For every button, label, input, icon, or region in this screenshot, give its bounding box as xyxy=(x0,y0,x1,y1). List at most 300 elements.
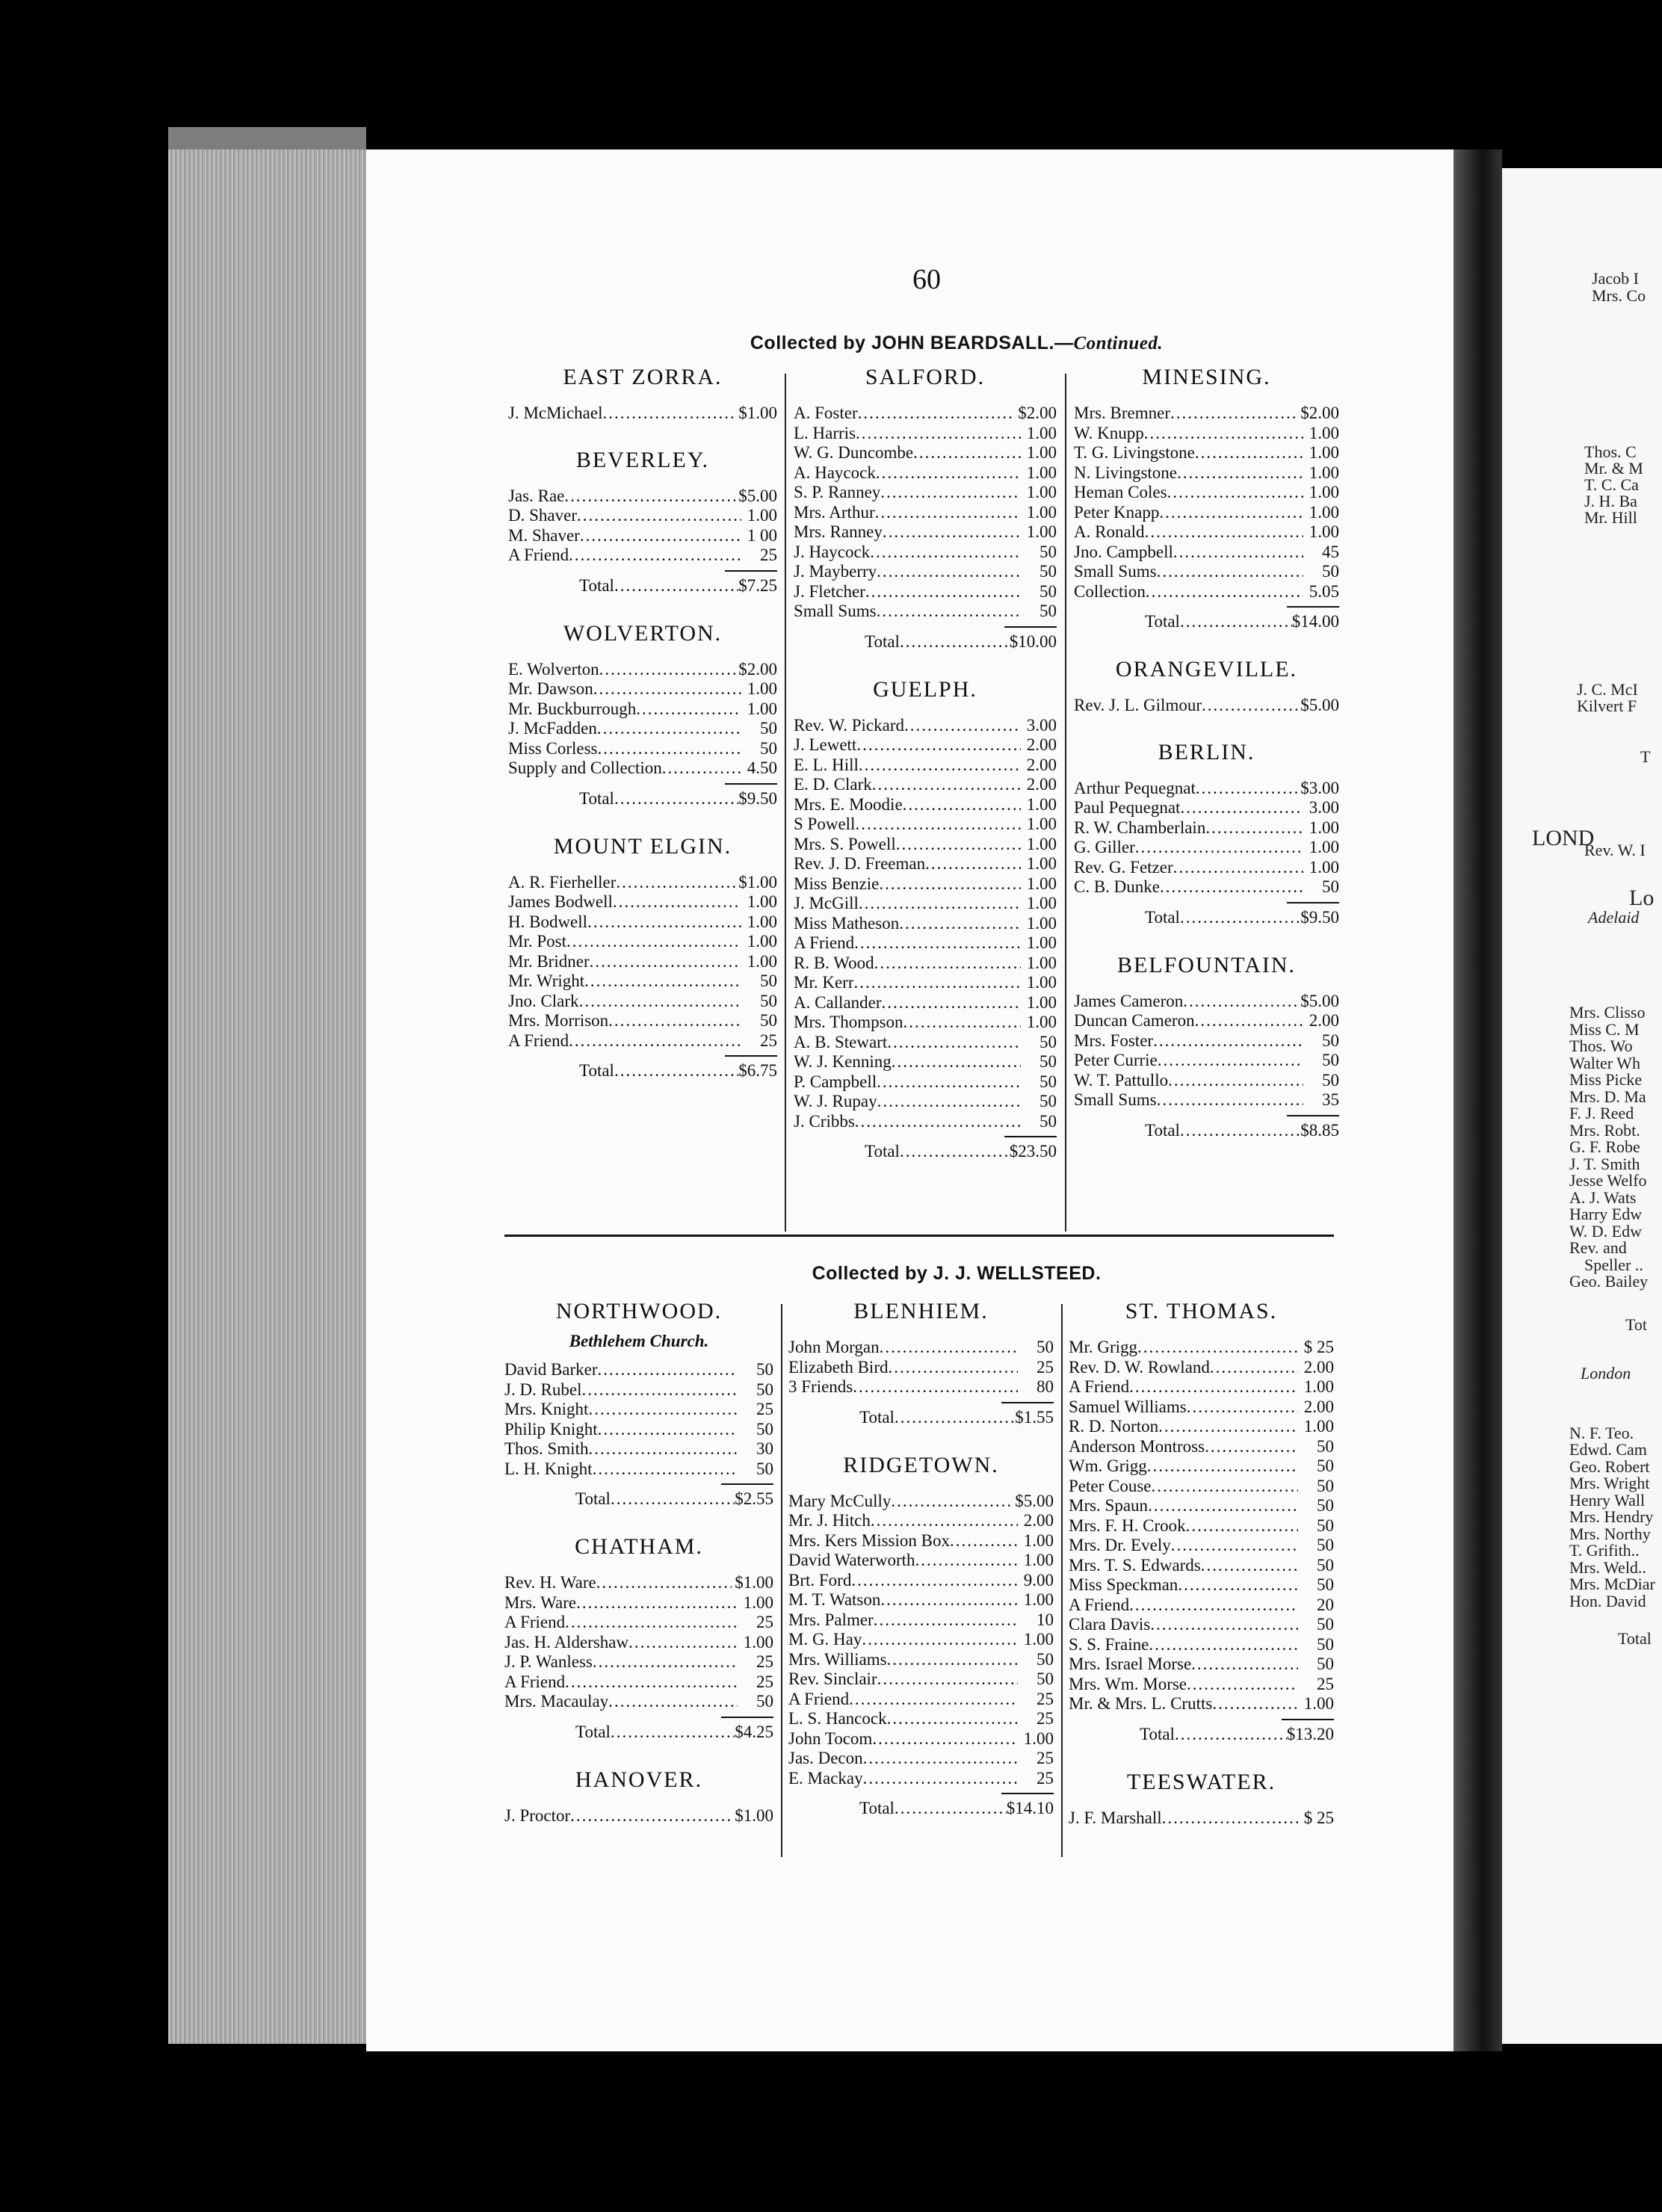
contributor-name: Rev. J. D. Freeman xyxy=(794,854,926,873)
dot-leader xyxy=(1201,1556,1298,1576)
dot-leader xyxy=(614,788,738,810)
contribution-amount: 1.00 xyxy=(1026,443,1057,462)
contribution-row xyxy=(508,404,777,424)
total-amount: $1.55 xyxy=(1015,1407,1054,1427)
contribution-amount: 50 xyxy=(760,971,777,990)
dot-leader xyxy=(614,575,738,597)
section-heading: BLENHIEM. xyxy=(853,1299,989,1323)
contributor-name: Clara Davis xyxy=(1069,1615,1151,1634)
contribution-row xyxy=(1069,1437,1334,1457)
contribution-row xyxy=(1074,877,1339,898)
contribution-row xyxy=(1074,1031,1339,1051)
column-rule xyxy=(1061,1304,1063,1857)
fragment-text: F. J. Reed xyxy=(1569,1104,1634,1122)
section-heading: EAST ZORRA. xyxy=(563,365,723,389)
contributor-name: Mrs. Macaulay xyxy=(504,1692,609,1711)
dot-leader xyxy=(904,716,1021,736)
dot-leader xyxy=(1159,503,1303,523)
dot-leader xyxy=(1187,1675,1298,1695)
contribution-amount: 2.00 xyxy=(1026,755,1057,774)
contributor-name: Mrs. Spaun xyxy=(1069,1496,1149,1515)
contribution-amount: 50 xyxy=(756,1692,773,1711)
fragment-text: Walter Wh xyxy=(1569,1054,1640,1072)
section-east-zorra xyxy=(508,365,777,424)
dot-leader xyxy=(1150,1615,1298,1635)
contribution-row xyxy=(794,562,1057,582)
dot-leader xyxy=(587,912,741,933)
dot-leader xyxy=(580,526,741,546)
fragment-text: Jesse Welfo xyxy=(1569,1171,1647,1190)
fragment-text: Mrs. Weld.. xyxy=(1569,1558,1646,1577)
contribution-amount: 1.00 xyxy=(1026,1013,1057,1031)
collector-banner-wellsteed xyxy=(658,1263,1255,1285)
fragment-text: J. T. Smith xyxy=(1569,1155,1640,1173)
contribution-amount: 1.00 xyxy=(1026,522,1057,541)
contribution-row xyxy=(1069,1615,1334,1635)
dot-leader xyxy=(876,463,1021,484)
contribution-amount: 50 xyxy=(756,1459,773,1478)
dot-leader xyxy=(1129,1595,1298,1616)
collector-banner-beardsall xyxy=(658,333,1255,354)
contributor-name: Miss Matheson xyxy=(794,913,900,933)
fragment-text: Speller .. xyxy=(1584,1255,1643,1274)
fragment-text: Rev. and xyxy=(1569,1238,1627,1257)
contribution-row xyxy=(794,775,1057,795)
section-heading: BEVERLEY. xyxy=(575,447,710,472)
contributor-name: Miss Speckman xyxy=(1069,1575,1178,1594)
section-subheading: Bethlehem Church. xyxy=(569,1332,709,1350)
total-rule xyxy=(1287,902,1339,903)
fragment-text: Total xyxy=(1618,1629,1652,1648)
contribution-row xyxy=(794,443,1057,463)
contributor-name: Mrs. Israel Morse xyxy=(1069,1655,1192,1673)
dot-leader xyxy=(854,933,1021,954)
contribution-amount: $5.00 xyxy=(1300,696,1339,714)
dot-leader xyxy=(863,1749,1018,1769)
total-amount: $14.10 xyxy=(1006,1799,1054,1817)
contribution-amount: 50 xyxy=(1317,1536,1334,1554)
dot-leader xyxy=(1152,1477,1298,1497)
dot-leader xyxy=(1180,798,1303,818)
contribution-row xyxy=(1069,1635,1334,1655)
contributor-name: Mr. Buckburrough xyxy=(508,699,637,718)
contribution-row xyxy=(788,1358,1054,1378)
dot-leader xyxy=(863,1769,1018,1789)
contributor-name: J. Fletcher xyxy=(794,581,865,601)
contributor-name: Supply and Collection xyxy=(508,759,662,777)
dot-leader xyxy=(851,1571,1018,1591)
dot-leader xyxy=(856,735,1021,756)
dot-leader xyxy=(1210,1358,1298,1378)
contributor-name: E. Wolverton xyxy=(508,659,599,679)
contribution-amount: 1.00 xyxy=(1026,894,1057,912)
contribution-row xyxy=(794,483,1057,503)
contribution-amount: 50 xyxy=(1317,1634,1334,1654)
contributor-name: Peter Currie xyxy=(1074,1051,1158,1069)
contributor-name: A. B. Stewart xyxy=(794,1032,888,1051)
contribution-amount: 1.00 xyxy=(1026,463,1057,482)
dot-leader xyxy=(903,795,1021,815)
contribution-amount: 1.00 xyxy=(1303,1694,1334,1713)
total-row xyxy=(794,1140,1057,1163)
contribution-amount: 3.00 xyxy=(1309,798,1339,817)
contribution-row xyxy=(1074,424,1339,444)
contribution-amount: 1 00 xyxy=(747,525,777,545)
contribution-amount: 50 xyxy=(1317,1575,1334,1594)
dot-leader xyxy=(874,954,1021,974)
contribution-row xyxy=(1069,1477,1334,1497)
dot-leader xyxy=(1212,1694,1298,1714)
contribution-row xyxy=(504,1593,773,1613)
contribution-amount: 1.00 xyxy=(1023,1590,1054,1609)
dot-leader xyxy=(880,1590,1018,1610)
dot-leader xyxy=(1180,906,1300,929)
fragment-text: Geo. Robert xyxy=(1569,1457,1650,1476)
contribution-row xyxy=(794,756,1057,776)
total-amount: $23.50 xyxy=(1009,1142,1057,1161)
contribution-row xyxy=(508,719,777,739)
dot-leader xyxy=(1173,543,1303,563)
contributor-name: James Cameron xyxy=(1074,991,1184,1010)
contributor-name: Rev. W. Pickard xyxy=(794,715,904,735)
total-amount: $9.50 xyxy=(1300,907,1339,927)
contributor-name: A Friend xyxy=(794,933,855,952)
contribution-row xyxy=(1074,798,1339,818)
section-wolverton xyxy=(508,621,777,810)
contribution-row xyxy=(1074,503,1339,523)
contribution-amount: 50 xyxy=(1039,1092,1057,1110)
contribution-amount: 80 xyxy=(1037,1377,1054,1396)
contribution-row xyxy=(794,854,1057,874)
contribution-amount: 50 xyxy=(1317,1615,1334,1634)
contribution-row xyxy=(1069,1536,1334,1556)
contribution-amount: 25 xyxy=(1037,1749,1054,1767)
total-label: Total xyxy=(579,788,614,808)
section-heading: MINESING. xyxy=(1142,365,1271,389)
dot-leader xyxy=(628,1633,738,1653)
contribution-amount: $3.00 xyxy=(1300,778,1339,797)
contribution-row xyxy=(788,1769,1054,1789)
contribution-row xyxy=(508,912,777,933)
contribution-amount: 25 xyxy=(760,1031,777,1050)
contribution-row xyxy=(1074,522,1339,543)
contributor-name: M. Shaver xyxy=(508,525,580,545)
dot-leader xyxy=(582,1380,738,1400)
contributor-name: J. Haycock xyxy=(794,542,871,561)
dot-leader xyxy=(874,1610,1018,1631)
contributor-name: S. S. Fraine xyxy=(1069,1634,1149,1654)
contributor-name: L. H. Knight xyxy=(504,1459,593,1478)
dot-leader xyxy=(891,1492,1012,1512)
section-teeswater xyxy=(1069,1770,1334,1829)
contribution-row xyxy=(794,716,1057,736)
contributor-name: R. B. Wood xyxy=(794,953,874,972)
contribution-amount: 1.00 xyxy=(1026,502,1057,522)
total-label: Total xyxy=(865,631,900,651)
contributor-name: Small Sums xyxy=(1074,562,1157,581)
contribution-amount: 50 xyxy=(1039,1032,1057,1051)
total-amount: $13.20 xyxy=(1286,1724,1334,1743)
contribution-row xyxy=(788,1690,1054,1710)
dot-leader xyxy=(913,443,1021,463)
fragment-text: Tot xyxy=(1625,1315,1648,1334)
contributor-name: Samuel Williams xyxy=(1069,1397,1187,1416)
fragment-text: Edwd. Cam xyxy=(1569,1440,1647,1459)
total-row xyxy=(794,631,1057,653)
dot-leader xyxy=(1153,1031,1303,1051)
contribution-amount: 50 xyxy=(760,719,777,738)
contribution-row xyxy=(1069,1655,1334,1675)
contributor-name: Mrs. Wm. Morse xyxy=(1069,1674,1187,1693)
dot-leader xyxy=(577,506,741,526)
contribution-amount: $5.00 xyxy=(1300,991,1339,1010)
dot-leader xyxy=(1195,443,1303,463)
fragment-text: Mrs. Wright xyxy=(1569,1474,1650,1492)
contributor-name: Mrs. F. H. Crook xyxy=(1069,1516,1186,1535)
section-st-thomas xyxy=(1069,1299,1334,1746)
dot-leader xyxy=(1175,1723,1287,1746)
contribution-amount: 50 xyxy=(1039,562,1057,581)
contributor-name: C. B. Dunke xyxy=(1074,877,1160,896)
contribution-row xyxy=(1074,562,1339,582)
total-label: Total xyxy=(1145,907,1180,927)
dot-leader xyxy=(862,1630,1018,1650)
contribution-row xyxy=(1074,582,1339,602)
contribution-amount: 1.00 xyxy=(747,506,777,525)
contribution-amount: 50 xyxy=(1322,562,1339,581)
contribution-row xyxy=(788,1492,1054,1512)
dot-leader xyxy=(900,1140,1010,1163)
contribution-row xyxy=(1074,1090,1339,1110)
contribution-amount: 50 xyxy=(1317,1436,1334,1456)
contribution-row xyxy=(794,404,1057,424)
contributor-name: A. R. Fierheller xyxy=(508,872,617,892)
column-rule xyxy=(1065,374,1066,1232)
contributor-name: Peter Knapp xyxy=(1074,502,1160,522)
total-row xyxy=(788,1797,1054,1820)
column-blenhiem xyxy=(788,1299,1054,1844)
dot-leader xyxy=(872,775,1021,795)
section-heading: BELFOUNTAIN. xyxy=(1116,952,1297,977)
contributor-name: Jas. Rae xyxy=(508,486,565,505)
contribution-row xyxy=(788,1630,1054,1650)
contributor-name: H. Bodwell xyxy=(508,912,588,931)
contribution-row xyxy=(794,973,1057,993)
contributor-name: E. L. Hill xyxy=(794,755,859,774)
contribution-amount: 2.00 xyxy=(1309,1011,1339,1030)
contribution-amount: 1.00 xyxy=(743,1632,773,1652)
contribution-row xyxy=(794,795,1057,815)
contributor-name: Mrs. Palmer xyxy=(788,1610,874,1629)
dot-leader xyxy=(1145,522,1303,543)
total-label: Total xyxy=(575,1722,611,1741)
total-rule xyxy=(725,1055,777,1057)
dot-leader xyxy=(892,1052,1021,1072)
dot-leader xyxy=(611,1488,735,1510)
dot-leader xyxy=(880,1338,1018,1358)
contribution-amount: 20 xyxy=(1317,1595,1334,1614)
contribution-amount: 45 xyxy=(1322,542,1339,561)
contribution-row xyxy=(504,1360,773,1380)
dot-leader xyxy=(565,1672,738,1693)
contributor-name: John Tocom xyxy=(788,1728,873,1748)
contributor-name: A Friend xyxy=(788,1689,850,1708)
contributor-name: Mr. Wright xyxy=(508,971,585,990)
fragment-text: Kilvert F xyxy=(1577,696,1637,715)
contributor-name: Mrs. Arthur xyxy=(794,502,875,522)
contributor-name: Brt. Ford xyxy=(788,1570,852,1590)
dot-leader xyxy=(887,1033,1021,1053)
contribution-amount: 1.00 xyxy=(1026,423,1057,442)
contribution-row xyxy=(1069,1456,1334,1477)
contribution-amount: 50 xyxy=(1039,581,1057,601)
contribution-row xyxy=(788,1571,1054,1591)
section-heading: RIDGETOWN. xyxy=(843,1452,999,1477)
fragment-text: Mrs. Northy xyxy=(1569,1524,1651,1543)
contribution-row xyxy=(794,815,1057,835)
dot-leader xyxy=(1157,1090,1303,1110)
dot-leader xyxy=(599,660,736,680)
contributor-name: A. Haycock xyxy=(794,463,876,482)
contribution-amount: 50 xyxy=(1039,542,1057,561)
contribution-row xyxy=(794,933,1057,954)
contribution-amount: 50 xyxy=(1037,1649,1054,1669)
dot-leader xyxy=(849,1690,1018,1710)
contribution-amount: 25 xyxy=(756,1613,773,1631)
contribution-row xyxy=(794,503,1057,523)
contributor-name: Mrs. Ranney xyxy=(794,522,883,541)
dot-leader xyxy=(564,486,735,507)
total-label: Total xyxy=(1145,612,1180,631)
section-heading: MOUNT ELGIN. xyxy=(553,833,732,859)
contribution-row xyxy=(1069,1808,1334,1829)
fragment-text: T. Grifith.. xyxy=(1569,1541,1640,1560)
contributor-name: J. P. Wanless xyxy=(504,1652,593,1671)
total-row xyxy=(788,1406,1054,1429)
fragment-text: Harry Edw xyxy=(1569,1205,1643,1223)
contribution-row xyxy=(1069,1516,1334,1536)
fragment-text: A. J. Wats xyxy=(1569,1188,1637,1207)
contribution-row xyxy=(1074,443,1339,463)
section-heading: CHATHAM. xyxy=(575,1534,703,1559)
contributor-name: Miss Corless xyxy=(508,738,598,758)
total-amount: $2.55 xyxy=(735,1489,773,1508)
dot-leader xyxy=(853,973,1021,993)
total-amount: $4.25 xyxy=(735,1722,773,1741)
total-label: Total xyxy=(1145,1120,1180,1140)
contribution-amount: 1.00 xyxy=(1026,953,1057,972)
contributor-name: J. Proctor xyxy=(504,1805,571,1825)
contribution-row xyxy=(508,679,777,699)
contribution-amount: 50 xyxy=(1039,602,1057,620)
contribution-row xyxy=(508,952,777,972)
dot-leader xyxy=(1146,582,1303,602)
contribution-row xyxy=(508,486,777,507)
contributor-name: John Morgan xyxy=(788,1338,880,1356)
dot-leader xyxy=(1170,404,1297,424)
contributor-name: Jas. Decon xyxy=(788,1749,863,1767)
fragment-text: J. C. McI xyxy=(1577,680,1638,699)
contribution-row xyxy=(1069,1675,1334,1695)
dot-leader xyxy=(882,993,1021,1013)
contribution-amount: 50 xyxy=(756,1419,773,1439)
contribution-amount: 25 xyxy=(1037,1768,1054,1788)
fragment-text: Lo xyxy=(1629,886,1655,910)
contribution-row xyxy=(504,1420,773,1440)
fragment-text: Hon. David xyxy=(1569,1592,1646,1610)
contribution-amount: 50 xyxy=(1317,1555,1334,1575)
contribution-amount: $1.00 xyxy=(738,404,777,422)
contribution-amount: 3.00 xyxy=(1026,715,1057,735)
contribution-amount: 50 xyxy=(1317,1516,1334,1535)
contribution-row xyxy=(1069,1377,1334,1397)
dot-leader xyxy=(950,1531,1018,1551)
contribution-row xyxy=(788,1729,1054,1749)
total-label: Total xyxy=(579,1061,614,1080)
contribution-row xyxy=(1074,1011,1339,1031)
section-heading: BERLIN. xyxy=(1158,739,1255,764)
contribution-amount: 1.00 xyxy=(743,1592,773,1612)
contribution-amount: 30 xyxy=(756,1439,773,1458)
total-amount: $6.75 xyxy=(738,1061,777,1080)
section-northwood xyxy=(504,1299,773,1510)
total-rule xyxy=(1282,1719,1334,1720)
contributor-name: W. T. Pattullo xyxy=(1074,1070,1169,1090)
total-rule xyxy=(1001,1793,1054,1794)
dot-leader xyxy=(1177,463,1303,484)
contribution-amount: 50 xyxy=(1039,1052,1057,1071)
dot-leader xyxy=(597,719,741,739)
contribution-amount: 1.00 xyxy=(1026,973,1057,992)
dot-leader xyxy=(616,873,735,893)
section-minesing xyxy=(1074,365,1339,633)
contribution-row xyxy=(794,543,1057,563)
contributor-name: Rev. Sinclair xyxy=(788,1669,877,1688)
contribution-row xyxy=(1074,696,1339,716)
contribution-amount: 1.00 xyxy=(1309,838,1339,856)
dot-leader xyxy=(899,914,1021,934)
dot-leader xyxy=(1186,1516,1298,1536)
section-heading: TEESWATER. xyxy=(1126,1769,1276,1794)
contribution-amount: 50 xyxy=(1317,1456,1334,1475)
contributor-name: Mrs. Bremner xyxy=(1074,404,1171,422)
contributor-name: A Friend xyxy=(1069,1595,1130,1614)
dot-leader xyxy=(879,874,1021,895)
contribution-row xyxy=(788,1590,1054,1610)
section-heading: WOLVERTON. xyxy=(563,620,723,646)
contribution-row xyxy=(508,971,777,992)
contribution-row xyxy=(508,546,777,566)
contribution-amount: $2.00 xyxy=(738,659,777,679)
contribution-amount: 1.00 xyxy=(1026,992,1057,1012)
contributor-name: Mrs. Williams xyxy=(788,1649,887,1669)
section-ridgetown xyxy=(788,1453,1054,1820)
contribution-row xyxy=(508,892,777,912)
contribution-row xyxy=(794,582,1057,602)
contribution-amount: 2.00 xyxy=(1026,735,1057,754)
contributor-name: Wm. Grigg xyxy=(1069,1456,1147,1475)
contributor-name: Philip Knight xyxy=(504,1419,598,1439)
section-salford xyxy=(794,365,1057,653)
dot-leader xyxy=(590,952,741,972)
contributor-name: Arthur Pequegnat xyxy=(1074,778,1196,797)
contribution-row xyxy=(1074,818,1339,838)
contribution-amount: $5.00 xyxy=(1015,1491,1054,1510)
contribution-amount: 1.00 xyxy=(1309,502,1339,522)
contribution-amount: 50 xyxy=(1317,1655,1334,1673)
fragment-text: Mrs. Hendry xyxy=(1569,1507,1654,1526)
contribution-amount: 1.00 xyxy=(1309,818,1339,837)
